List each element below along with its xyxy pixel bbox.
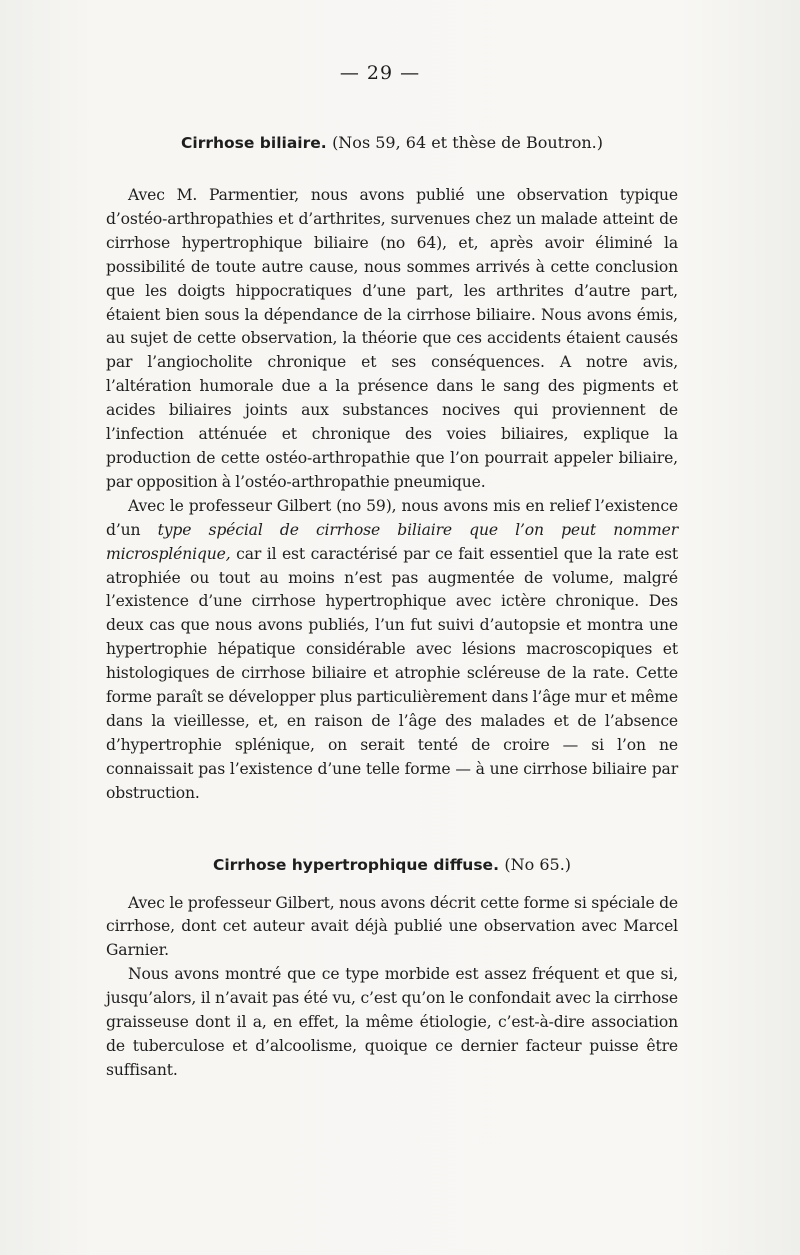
section-reference: (Nos 59, 64 et thèse de Boutron.)	[332, 133, 603, 152]
section-heading-cirrhose-biliaire	[106, 130, 678, 156]
page-content	[106, 130, 678, 1083]
paragraph-text: car il est caractérisé par ce fait essentiel que la rate est atrophiée ou tout au moins n’est pas augmentée de volume, malgré l’existence d’une cirrhose hypertrophique avec ictère chronique. Des deux cas que nous avons publiés, l’un fut suivi d’autopsie et montra une hypertrophie hépatique considérable avec lésions macroscopiques et histologiques de cirrhose biliaire et atrophie scléreuse de la rate. Cette forme paraît se développer plus particulièrement dans l’âge mur et même dans la vieillesse, et, en raison de l’âge des malades et de l’absence d’hypertrophie splénique, on serait tenté de croire — si l’on ne connaissait pas l’existence d’une telle forme — à une cirrhose biliaire par obstruction.	[106, 544, 678, 802]
section-reference: (No 65.)	[504, 854, 572, 874]
section-title: Cirrhose biliaire.	[181, 134, 327, 152]
paragraph: Avec M. Parmentier, nous avons publié une observation typique d’ostéo-arthropathies et d’arthrites, survenues chez un malade atteint de cirrhose hypertrophique biliaire (no 64), et, après avoir éliminé la possibilité de toute autre cause, nous sommes arrivés à cette conclusion que les doigts hippocratiques d’une part, les arthrites d’autre part, étaient bien sous la dépendance de la cirrhose biliaire. Nous avons émis, au sujet de cette observation, la théorie que ces accidents étaient causés par l’angiocholite chronique et ses conséquences. A notre avis, l’altération humorale due a la présence dans le sang des pigments et acides biliaires joints aux substances nocives qui proviennent de l’infection atténuée et chronique des voies biliaires, explique la production de cette ostéo-arthropathie que l’on pourrait appeler biliaire, par opposition à l’ostéo-arthropathie pneumique.	[106, 186, 678, 491]
paragraph-text: Avec le professeur Gilbert (no 59), nous avons mis en relief l’existence d’un	[106, 496, 678, 539]
paragraph: Avec le professeur Gilbert, nous avons décrit cette forme si spéciale de cirrhose, dont cet auteur avait déjà publié une observation avec Marcel Garnier.	[106, 893, 678, 960]
section-heading-cirrhose-hypertrophique	[106, 852, 678, 878]
italic-phrase: type spécial de cirrhose biliaire que l’on peut nommer microsplénique,	[106, 520, 679, 563]
paragraph	[106, 495, 678, 806]
section-title: Cirrhose hypertrophique diffuse.	[212, 855, 499, 874]
page-number: — 29 —	[339, 62, 421, 84]
paragraph: Nous avons montré que ce type morbide est assez fréquent et que si, jusqu’alors, il n’avait pas été vu, c’est qu’on le confondait avec la cirrhose graisseuse dont il a, en effet, la même étiologie, c’est-à-dire association de tuberculose et d’alcoolisme, quoique ce dernier facteur puisse être suffisant.	[106, 965, 678, 1079]
